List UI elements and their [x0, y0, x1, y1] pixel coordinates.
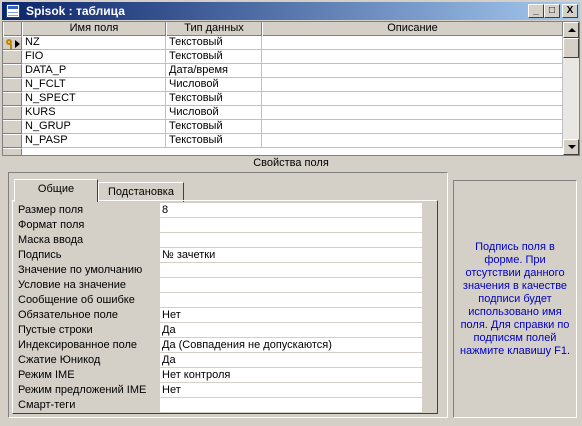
- row-selector-header[interactable]: [3, 22, 22, 36]
- property-label: Размер поля: [18, 204, 84, 216]
- field-name-cell[interactable]: N_SPECT: [22, 92, 166, 106]
- row-selector[interactable]: [3, 134, 22, 148]
- property-row: [18, 368, 422, 383]
- table-icon: [6, 4, 20, 18]
- property-value-field[interactable]: № зачетки: [160, 248, 422, 262]
- property-value-field[interactable]: Да: [160, 353, 422, 367]
- column-header-description[interactable]: Описание: [262, 22, 563, 36]
- data-type-cell[interactable]: Текстовый: [166, 92, 262, 106]
- field-name-cell[interactable]: NZ: [22, 36, 166, 50]
- arrow-up-icon: [568, 28, 576, 32]
- scroll-thumb[interactable]: [563, 38, 579, 58]
- field-grid: [2, 21, 580, 156]
- field-name-cell[interactable]: N_GRUP: [22, 120, 166, 134]
- tab-general[interactable]: Общие: [14, 179, 98, 202]
- row-selector[interactable]: [3, 36, 22, 50]
- grid-header: [3, 22, 563, 36]
- data-type-cell[interactable]: Дата/время: [166, 64, 262, 78]
- property-row: [18, 338, 422, 353]
- property-row: [18, 248, 422, 263]
- property-label: Формат поля: [18, 219, 85, 231]
- description-cell[interactable]: [262, 120, 563, 134]
- property-value-field[interactable]: [160, 218, 422, 232]
- scroll-down-button[interactable]: [563, 139, 579, 155]
- field-row[interactable]: [3, 50, 563, 64]
- maximize-button[interactable]: □: [544, 4, 560, 18]
- field-name-cell[interactable]: DATA_P: [22, 64, 166, 78]
- data-type-cell[interactable]: Текстовый: [166, 120, 262, 134]
- property-value-field[interactable]: [160, 293, 422, 307]
- close-button[interactable]: X: [562, 4, 578, 18]
- property-value-field[interactable]: Да: [160, 323, 422, 337]
- property-label: Режим IME: [18, 369, 75, 381]
- field-row[interactable]: [3, 120, 563, 134]
- row-selector[interactable]: [3, 64, 22, 78]
- description-cell[interactable]: [262, 106, 563, 120]
- field-row[interactable]: [3, 64, 563, 78]
- row-pointer-icon: [15, 40, 20, 48]
- description-cell[interactable]: [262, 36, 563, 50]
- grid-vertical-scrollbar[interactable]: [563, 22, 579, 155]
- property-label: Сообщение об ошибке: [18, 294, 135, 306]
- property-value-field[interactable]: [160, 233, 422, 247]
- property-value-field[interactable]: [160, 263, 422, 277]
- field-row[interactable]: [3, 36, 563, 50]
- property-value-field[interactable]: [160, 278, 422, 292]
- row-selector[interactable]: [3, 92, 22, 106]
- property-label: Условие на значение: [18, 279, 127, 291]
- row-selector[interactable]: [3, 106, 22, 120]
- property-row: [18, 278, 422, 293]
- property-label: Значение по умолчанию: [18, 264, 143, 276]
- property-value-field[interactable]: Нет: [160, 308, 422, 322]
- property-label: Индексированное поле: [18, 339, 137, 351]
- field-properties-title: Свойства поля: [253, 157, 329, 169]
- row-selector[interactable]: [3, 120, 22, 134]
- property-label: Подпись: [18, 249, 62, 261]
- help-text: Подпись поля в форме. При отсутствии данного значения в качестве подписи будет использовано имя поля. Для справки по подписям полей нажмите клавишу F1.: [459, 240, 571, 357]
- property-row: [18, 263, 422, 278]
- data-type-cell[interactable]: Числовой: [166, 78, 262, 92]
- field-row[interactable]: [3, 134, 563, 148]
- property-value-field[interactable]: Нет: [160, 383, 422, 397]
- description-cell[interactable]: [262, 50, 563, 64]
- title-bar[interactable]: [2, 2, 580, 20]
- property-row: [18, 323, 422, 338]
- field-row[interactable]: [3, 92, 563, 106]
- description-cell[interactable]: [262, 92, 563, 106]
- property-row: [18, 353, 422, 368]
- data-type-cell[interactable]: Числовой: [166, 106, 262, 120]
- property-value-field[interactable]: [160, 398, 422, 412]
- property-value-field[interactable]: Да (Совпадения не допускаются): [160, 338, 422, 352]
- property-row: [18, 293, 422, 308]
- property-row: [18, 383, 422, 398]
- column-header-field-name[interactable]: Имя поля: [22, 22, 166, 36]
- property-label: Смарт-теги: [18, 399, 76, 411]
- row-selector[interactable]: [3, 50, 22, 64]
- property-row: [18, 218, 422, 233]
- field-name-cell[interactable]: KURS: [22, 106, 166, 120]
- row-selector[interactable]: [3, 148, 22, 156]
- property-label: Пустые строки: [18, 324, 93, 336]
- data-type-cell[interactable]: Текстовый: [166, 50, 262, 64]
- property-row: [18, 233, 422, 248]
- help-panel: [453, 180, 577, 418]
- property-value-field[interactable]: Нет контроля: [160, 368, 422, 382]
- field-name-cell[interactable]: FIO: [22, 50, 166, 64]
- field-name-cell[interactable]: N_FCLT: [22, 78, 166, 92]
- arrow-down-icon: [568, 145, 576, 149]
- row-selector[interactable]: [3, 78, 22, 92]
- data-type-cell[interactable]: Текстовый: [166, 134, 262, 148]
- column-header-data-type[interactable]: Тип данных: [166, 22, 262, 36]
- property-label: Сжатие Юникод: [18, 354, 101, 366]
- property-value-field[interactable]: 8: [160, 203, 422, 217]
- description-cell[interactable]: [262, 78, 563, 92]
- property-label: Режим предложений IME: [18, 384, 147, 396]
- property-row: [18, 203, 422, 218]
- scroll-up-button[interactable]: [563, 22, 579, 38]
- window-title: Spisok : таблица: [26, 4, 125, 18]
- field-row[interactable]: [3, 78, 563, 92]
- minimize-button[interactable]: _: [528, 4, 544, 18]
- field-row[interactable]: [3, 106, 563, 120]
- data-type-cell[interactable]: Текстовый: [166, 36, 262, 50]
- property-row: [18, 308, 422, 323]
- property-row: [18, 398, 422, 413]
- property-label: Маска ввода: [18, 234, 84, 246]
- field-name-cell[interactable]: N_PASP: [22, 134, 166, 148]
- empty-row[interactable]: [3, 148, 563, 156]
- description-cell[interactable]: [262, 134, 563, 148]
- tab-lookup[interactable]: Подстановка: [98, 182, 184, 202]
- description-cell[interactable]: [262, 64, 563, 78]
- property-label: Обязательное поле: [18, 309, 119, 321]
